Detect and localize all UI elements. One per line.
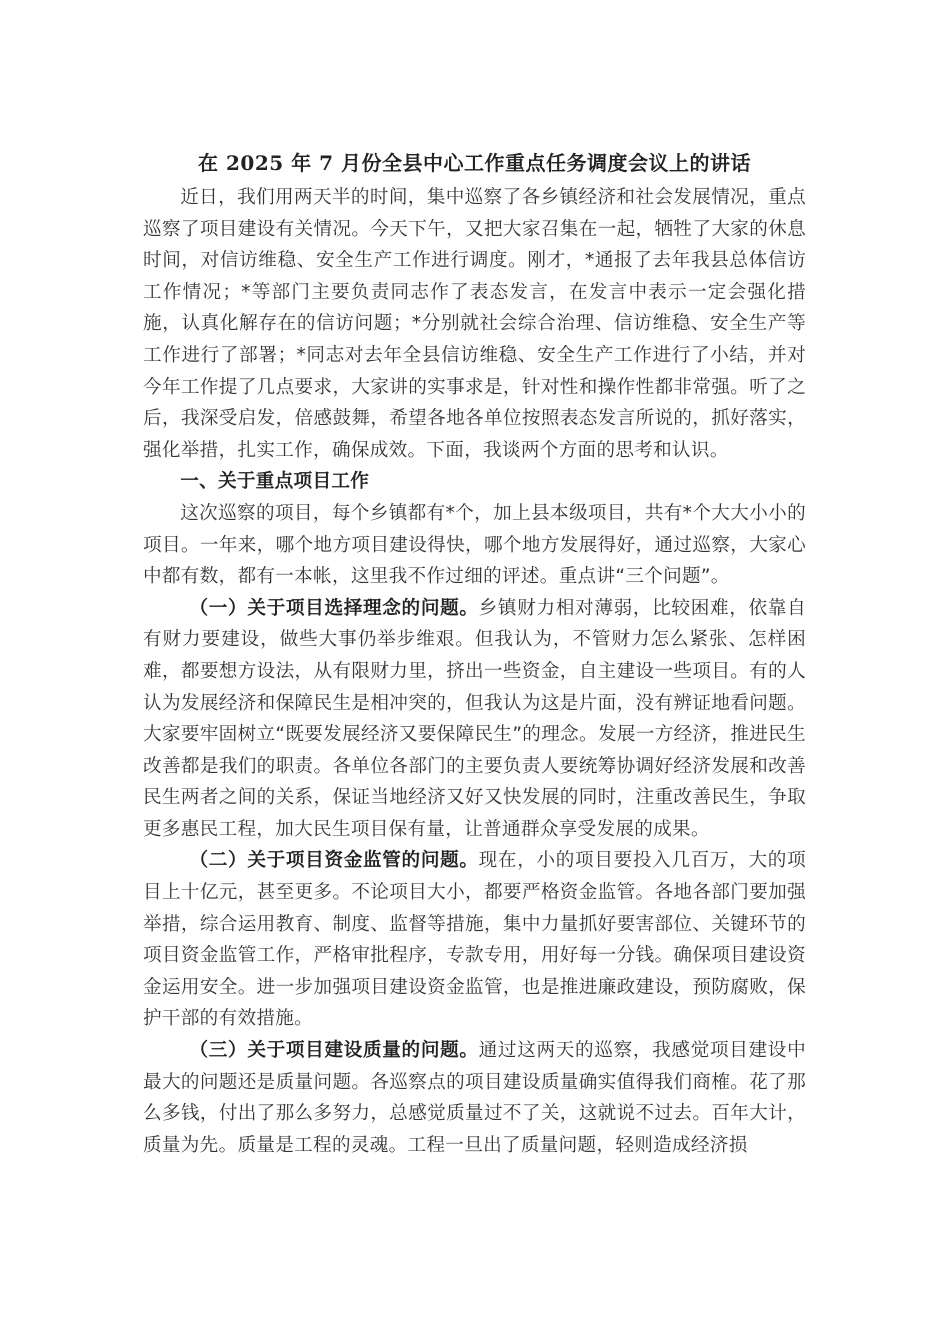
document-page (143, 146, 806, 1161)
point-2-heading: （二）关于项目资金监管的问题。 (189, 850, 479, 872)
section-1-heading: 一、关于重点项目工作 (180, 471, 370, 493)
point-2-paragraph (143, 845, 806, 1035)
point-1-paragraph (143, 593, 806, 846)
section-1-intro-paragraph: 这次巡察的项目，每个乡镇都有*个，加上县本级项目，共有*个大大小小的项目。一年来，哪个地方项目建设得快，哪个地方发展得好，通过巡察，大家心中都有数，都有一本帐，这里我不作过细的评述。重点讲“三个问题”。 (143, 502, 806, 588)
point-1-body: 乡镇财力相对薄弱，比较困难，依靠自有财力要建设，做些大事仍举步维艰。但我认为，不管财力怎么紧张、怎样困难，都要想方设法，从有限财力里，挤出一些资金，自主建设一些项目。有的人认为发展经济和保障民生是相冲突的，但我认为这是片面，没有辨证地看问题。大家要牢固树立“既要发展经济又要保障民生”的理念。发展一方经济，推进民生改善都是我们的职责。各单位各部门的主要负责人要统筹协调好经济发展和改善民生两者之间的关系，保证当地经济又好又快发展的同时，注重改善民生，争取更多惠民工程，加大民生项目保有量，让普通群众享受发展的成果。 (143, 597, 806, 840)
point-3-heading: （三）关于项目建设质量的问题。 (189, 1040, 479, 1062)
intro-paragraph: 近日，我们用两天半的时间，集中巡察了各乡镇经济和社会发展情况，重点巡察了项目建设有关情况。今天下午，又把大家召集在一起，牺牲了大家的休息时间，对信访维稳、安全生产工作进行调度。刚才，*通报了去年我县总体信访工作情况；*等部门主要负责同志作了表态发言，在发言中表示一定会强化措施，认真化解存在的信访问题；*分别就社会综合治理、信访维稳、安全生产等工作进行了部署；*同志对去年全县信访维稳、安全生产工作进行了小结，并对今年工作提了几点要求，大家讲的实事求是，针对性和操作性都非常强。听了之后，我深受启发，倍感鼓舞，希望各地各单位按照表态发言所说的，抓好落实，强化举措，扎实工作，确保成效。下面，我谈两个方面的思考和认识。 (143, 187, 806, 461)
document-title: 在 2025 年 7 月份全县中心工作重点任务调度会议上的讲话 (198, 151, 751, 175)
point-3-body: 通过这两天的巡察，我感觉项目建设中最大的问题还是质量问题。各巡察点的项目建设质量确实值得我们商榷。花了那么多钱，付出了那么多努力，总感觉质量过不了关，这就说不过去。百年大计，质量为先。质量是工程的灵魂。工程一旦出了质量问题，轻则造成经济损 (143, 1040, 806, 1156)
point-2-body: 现在，小的项目要投入几百万，大的项目上十亿元，甚至更多。不论项目大小，都要严格资金监管。各地各部门要加强举措，综合运用教育、制度、监督等措施，集中力量抓好要害部位、关键环节的项目资金监管工作，严格审批程序，专款专用，用好每一分钱。确保项目建设资金运用安全。进一步加强项目建设资金监管，也是推进廉政建设，预防腐败，保护干部的有效措施。 (143, 850, 806, 1030)
point-1-heading: （一）关于项目选择理念的问题。 (189, 597, 479, 619)
point-3-paragraph (143, 1035, 806, 1161)
